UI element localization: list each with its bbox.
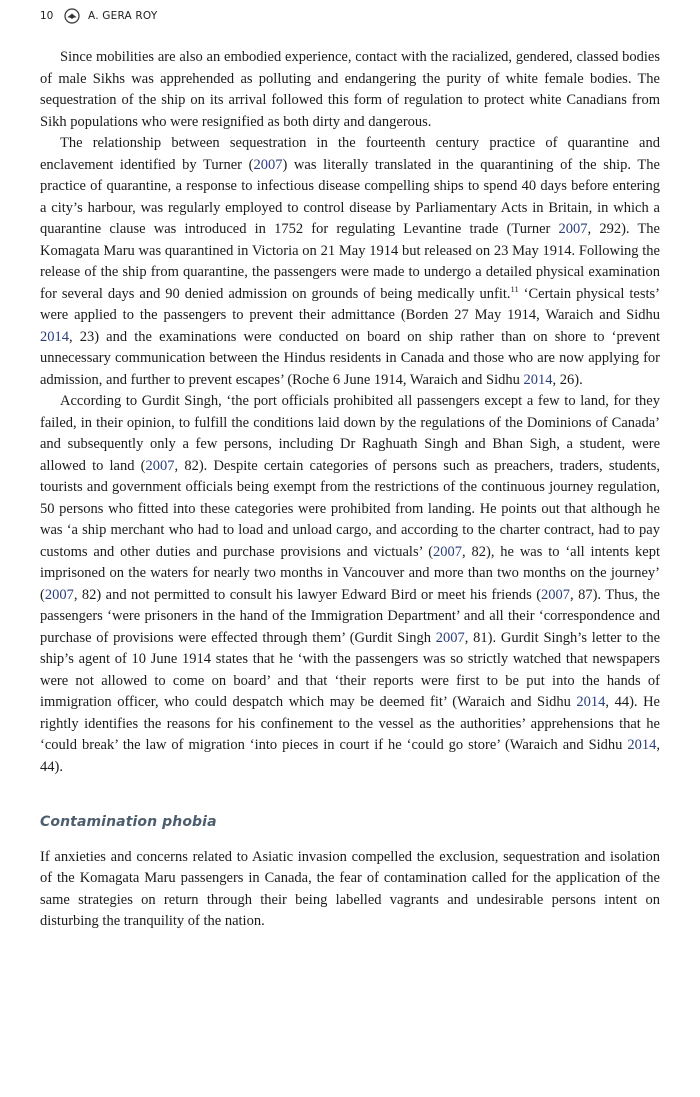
paragraph-contamination bbox=[40, 847, 660, 933]
citation-link[interactable]: 2007 bbox=[145, 457, 175, 474]
text-run: , 82). Despite certain categories of persons such as preachers, traders, students, tourists and government officials being exempt from the restrictions of the continuous journey regulation, 50 persons who fitted into these categories were prohibited from landing. He points out that although he was ‘a ship merchant who had to load and unload cargo, and according to the charter contract, had to pay customs and other duties and purchase provisions and victuals’ ( bbox=[40, 457, 660, 560]
text-run: , 82) and not permitted to consult his lawyer Edward Bird or meet his friends ( bbox=[73, 586, 542, 603]
running-head bbox=[40, 7, 157, 25]
citation-link[interactable]: 2007 bbox=[558, 221, 588, 237]
paragraph-text: Since mobilities are also an embodied experience, contact with the racialized, gendered, classed bodies of male Sikhs was apprehended as polluting and endangering the purity of white female bodies. The sequestration of the ship on its arrival followed this form of regulation to protect white Canadians from Sikh populations who were resignified as both dirty and dangerous. bbox=[40, 49, 660, 130]
article-body bbox=[40, 47, 660, 933]
text-run: , 82), he was to ‘all intents kept imprisoned on the waters for nearly two months in Vancouver and more than two months on the journey’ ( bbox=[40, 543, 661, 603]
text-run: , 292). The Komagata Maru was quarantined in Victoria on 21 May 1914 but released on 23 May 1914. Following the release of the ship from quarantine, the passengers were made to undergo a detailed physical examination for several days and 90 denied admission on grounds of being medically unfit. bbox=[40, 221, 660, 302]
paragraph-quarantine bbox=[40, 133, 660, 391]
citation-link[interactable]: 2007 bbox=[433, 543, 463, 560]
text-run: The relationship between sequestration in the fourteenth century practice of quarantine and enclavement identified by Turner ( bbox=[40, 135, 660, 173]
section-heading: Contamination phobia bbox=[40, 814, 217, 830]
text-run: , 87). Thus, the passengers ‘were prisoners in the hand of the Immigration Department’ and all their ‘correspondence and purchase of provisions were effected through them’ (Gurdit Singh bbox=[40, 586, 660, 646]
text-run: , 44). He rightly identifies the reasons for his confinement to the vessel as the authorities’ apprehensions that he ‘could break’ the law of migration ‘into pieces in court if he ‘could go store’ (Waraich and Sidhu bbox=[40, 694, 660, 753]
text-run: , 26). bbox=[552, 371, 583, 388]
citation-link[interactable]: 2007 bbox=[253, 156, 283, 173]
publisher-logo-icon bbox=[64, 8, 80, 24]
citation-link[interactable]: 2014 bbox=[627, 737, 657, 753]
citation-link[interactable]: 2014 bbox=[523, 371, 553, 388]
text-run: , 44). bbox=[40, 737, 660, 775]
running-head-author: A. GERA ROY bbox=[88, 10, 158, 22]
page-number: 10 bbox=[40, 10, 54, 22]
text-run: , 81). Gurdit Singh’s letter to the ship’s agent of 10 June 1914 states that he ‘with the passengers was so strictly watched that newspapers were not allowed to come on board’ and that ‘their reports were first to be put into the hands of immigration officer, who could despatch which may be deemed fit’ (Waraich and Sidhu bbox=[40, 629, 661, 710]
citation-link[interactable]: 2014 bbox=[40, 328, 69, 345]
text-run: ‘Certain physical tests’ were applied to the passengers to prevent their admittance (Borden 27 May 1914, Waraich and Sidhu bbox=[40, 285, 661, 323]
footnote-marker[interactable]: 11 bbox=[510, 283, 519, 294]
text-run: , 23) and the examinations were conducted on board on ship rather than on shore to ‘prevent unnecessary communication between the Hindus residents in Canada and those who are now applying for admission, and further to prevent escapes’ (Roche 6 June 1914, Waraich and Sidhu bbox=[40, 328, 660, 388]
paragraph-text: If anxieties and concerns related to Asiatic invasion compelled the exclusion, sequestration and isolation of the Komagata Maru passengers in Canada, the fear of contamination called for the application of the same strategies on return through their being labelled vagrants and undesirable persons intent on disturbing the tranquility of the nation. bbox=[40, 848, 660, 929]
citation-link[interactable]: 2014 bbox=[576, 694, 606, 710]
citation-link[interactable]: 2007 bbox=[435, 629, 465, 646]
text-run: ) was literally translated in the quarantining of the ship. The practice of quarantine, a response to infectious disease compelling ships to spend 40 days before entering a city’s harbour, was regularly employed to control disease by Parliamentary Acts in Britain, in which a quarantine clause was introduced in 1752 for regulating Levantine trade (Turner bbox=[40, 156, 660, 237]
paragraph-gurdit-singh bbox=[40, 391, 660, 778]
citation-link[interactable]: 2007 bbox=[541, 586, 571, 603]
citation-link[interactable]: 2007 bbox=[44, 586, 74, 603]
text-run: According to Gurdit Singh, ‘the port officials prohibited all passengers except a few to land, for they failed, in their opinion, to fulfill the conditions laid down by the regulations of the Dominions of Canada’ and subsequently only a few persons, including Dr Raghuath Singh and Bhan Sigh, a student, were allowed to land ( bbox=[40, 393, 660, 474]
paragraph-mobilities bbox=[40, 47, 660, 133]
